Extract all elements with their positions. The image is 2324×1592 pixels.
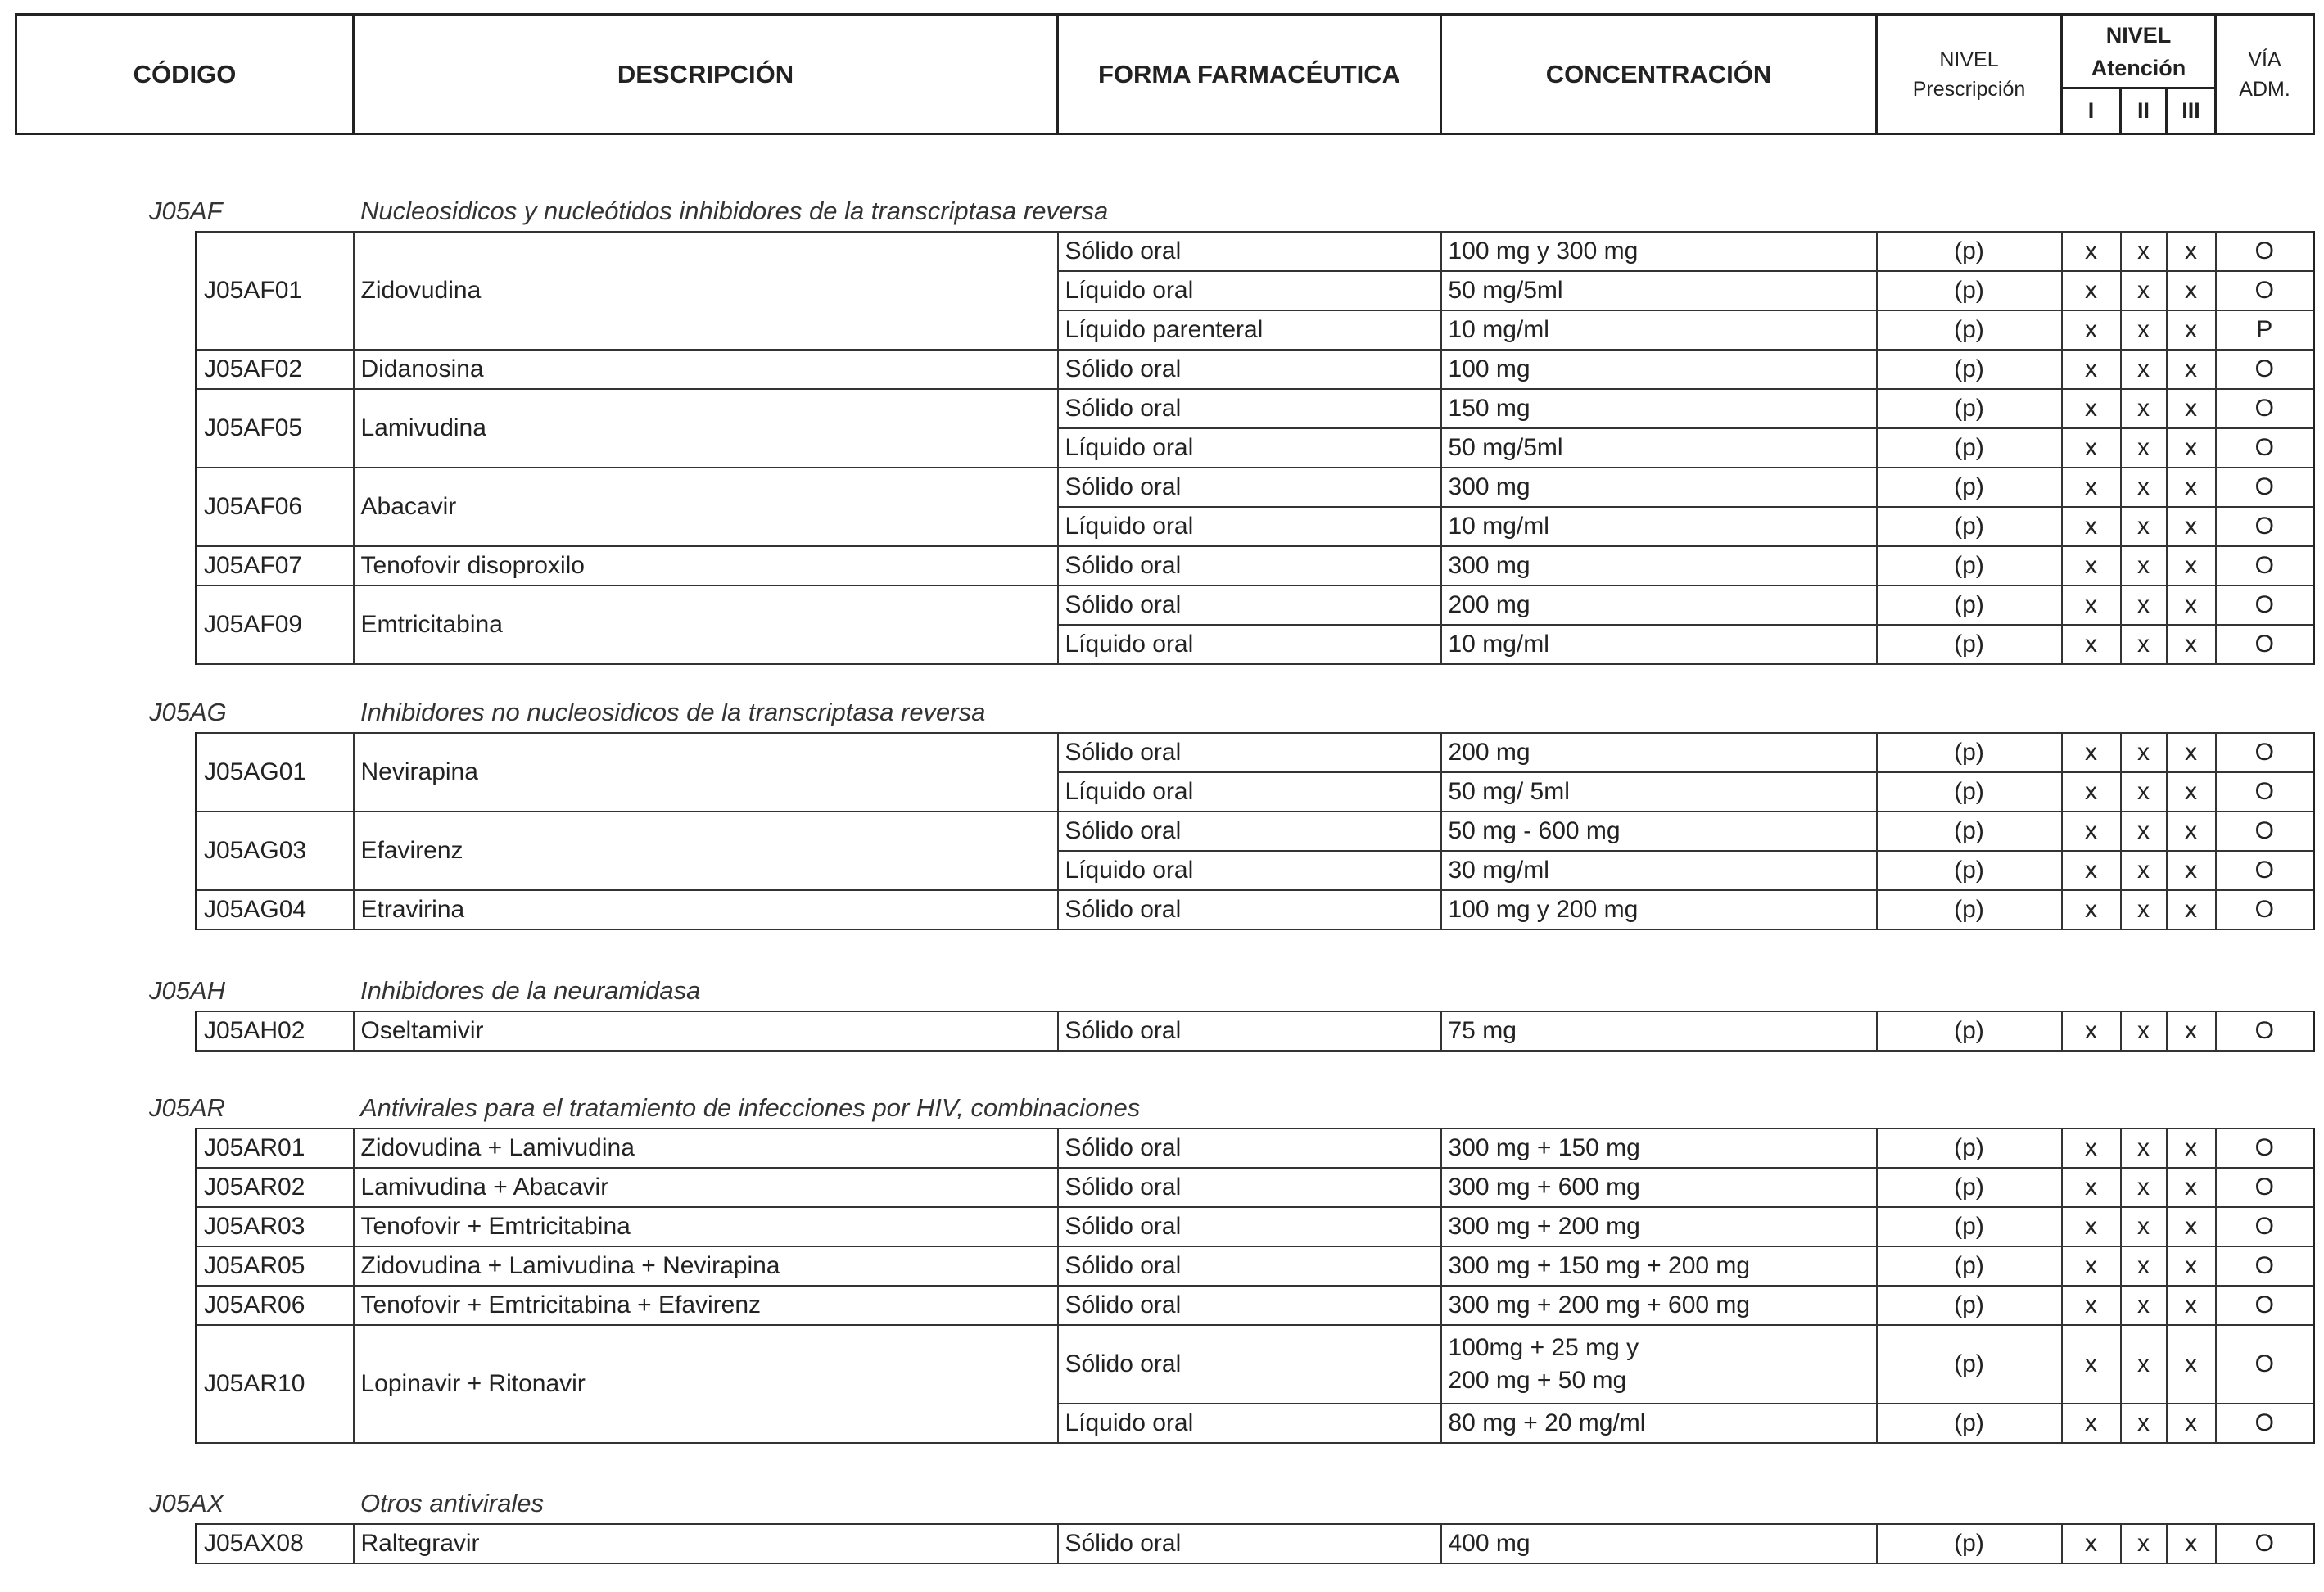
via-administracion: O: [2216, 733, 2314, 772]
table-row: [197, 733, 2314, 772]
forma-farmaceutica: Líquido oral: [1058, 428, 1441, 468]
concentracion: 100 mg y 300 mg: [1441, 232, 1877, 271]
table-row: [197, 586, 2314, 625]
header-nivel-prescripcion-line1: NIVEL: [1939, 47, 1999, 71]
drug-description: Zidovudina + Lamivudina + Nevirapina: [354, 1246, 1058, 1286]
nivel-atencion-iii: x: [2167, 546, 2216, 586]
nivel-atencion-i: x: [2062, 350, 2121, 389]
nivel-atencion-i: x: [2062, 1524, 2121, 1563]
nivel-atencion-ii: x: [2121, 1404, 2167, 1443]
nivel-atencion-iii: x: [2167, 350, 2216, 389]
nivel-atencion-iii: x: [2167, 271, 2216, 310]
nivel-atencion-iii: x: [2167, 232, 2216, 271]
drug-code: J05AG01: [197, 733, 354, 812]
nivel-atencion-iii: x: [2167, 468, 2216, 507]
drug-description: Nevirapina: [354, 733, 1058, 812]
nivel-atencion-ii: x: [2121, 546, 2167, 586]
forma-farmaceutica: Sólido oral: [1058, 733, 1441, 772]
nivel-atencion-ii: x: [2121, 1246, 2167, 1286]
nivel-prescripcion: (p): [1877, 1246, 2062, 1286]
section-table: [195, 1128, 2315, 1444]
header-nivel-prescripcion: [1877, 15, 2062, 134]
nivel-atencion-i: x: [2062, 468, 2121, 507]
forma-farmaceutica: Sólido oral: [1058, 1325, 1441, 1404]
via-administracion: O: [2216, 1325, 2314, 1404]
via-administracion: O: [2216, 772, 2314, 812]
nivel-prescripcion: (p): [1877, 232, 2062, 271]
table-row: [197, 1011, 2314, 1051]
via-administracion: O: [2216, 271, 2314, 310]
via-administracion: O: [2216, 1286, 2314, 1325]
forma-farmaceutica: Sólido oral: [1058, 1011, 1441, 1051]
table-row: [197, 1286, 2314, 1325]
nivel-atencion-ii: x: [2121, 428, 2167, 468]
forma-farmaceutica: Sólido oral: [1058, 1286, 1441, 1325]
section-name: Inhibidores de la neuramidasa: [360, 976, 701, 1005]
via-administracion: O: [2216, 890, 2314, 929]
via-administracion: O: [2216, 625, 2314, 664]
nivel-atencion-iii: x: [2167, 772, 2216, 812]
nivel-prescripcion: (p): [1877, 586, 2062, 625]
nivel-atencion-iii: x: [2167, 310, 2216, 350]
nivel-prescripcion: (p): [1877, 625, 2062, 664]
nivel-atencion-i: x: [2062, 1128, 2121, 1168]
nivel-atencion-ii: x: [2121, 625, 2167, 664]
nivel-prescripcion: (p): [1877, 851, 2062, 890]
drug-description: Lopinavir + Ritonavir: [354, 1325, 1058, 1443]
header-nivel-ii: II: [2121, 88, 2167, 134]
drug-code: J05AF02: [197, 350, 354, 389]
nivel-prescripcion: (p): [1877, 1207, 2062, 1246]
concentracion: 200 mg: [1441, 586, 1877, 625]
drug-code: J05AR01: [197, 1128, 354, 1168]
nivel-atencion-i: x: [2062, 310, 2121, 350]
via-administracion: P: [2216, 310, 2314, 350]
nivel-atencion-ii: x: [2121, 1325, 2167, 1404]
via-administracion: O: [2216, 1404, 2314, 1443]
nivel-atencion-iii: x: [2167, 1286, 2216, 1325]
nivel-prescripcion: (p): [1877, 733, 2062, 772]
table-row: [197, 1246, 2314, 1286]
via-administracion: O: [2216, 389, 2314, 428]
concentracion: 50 mg/5ml: [1441, 428, 1877, 468]
via-administracion: O: [2216, 1246, 2314, 1286]
via-administracion: O: [2216, 232, 2314, 271]
nivel-prescripcion: (p): [1877, 1325, 2062, 1404]
concentracion: 50 mg/ 5ml: [1441, 772, 1877, 812]
nivel-prescripcion: (p): [1877, 546, 2062, 586]
nivel-atencion-i: x: [2062, 586, 2121, 625]
forma-farmaceutica: Sólido oral: [1058, 1246, 1441, 1286]
drug-description: Efavirenz: [354, 812, 1058, 890]
concentracion: 400 mg: [1441, 1524, 1877, 1563]
nivel-atencion-iii: x: [2167, 1207, 2216, 1246]
nivel-prescripcion: (p): [1877, 1168, 2062, 1207]
nivel-atencion-i: x: [2062, 1286, 2121, 1325]
drug-code: J05AF09: [197, 586, 354, 664]
nivel-atencion-ii: x: [2121, 389, 2167, 428]
nivel-atencion-iii: x: [2167, 428, 2216, 468]
drug-code: J05AR02: [197, 1168, 354, 1207]
section-table: [195, 1011, 2315, 1052]
drug-code: J05AF05: [197, 389, 354, 468]
drug-description: Tenofovir + Emtricitabina + Efavirenz: [354, 1286, 1058, 1325]
nivel-atencion-ii: x: [2121, 310, 2167, 350]
nivel-atencion-iii: x: [2167, 625, 2216, 664]
section-name: Otros antivirales: [360, 1489, 544, 1517]
forma-farmaceutica: Sólido oral: [1058, 890, 1441, 929]
nivel-atencion-i: x: [2062, 428, 2121, 468]
nivel-atencion-ii: x: [2121, 772, 2167, 812]
table-row: [197, 1207, 2314, 1246]
nivel-atencion-i: x: [2062, 890, 2121, 929]
drug-description: Tenofovir disoproxilo: [354, 546, 1058, 586]
forma-farmaceutica: Sólido oral: [1058, 1128, 1441, 1168]
drug-description: Tenofovir + Emtricitabina: [354, 1207, 1058, 1246]
drug-code: J05AF01: [197, 232, 354, 350]
concentracion: 100mg + 25 mg y 200 mg + 50 mg: [1441, 1325, 1877, 1404]
nivel-atencion-ii: x: [2121, 350, 2167, 389]
nivel-prescripcion: (p): [1877, 772, 2062, 812]
forma-farmaceutica: Líquido oral: [1058, 271, 1441, 310]
drug-code: J05AG03: [197, 812, 354, 890]
concentracion: 50 mg/5ml: [1441, 271, 1877, 310]
concentracion: 300 mg + 200 mg + 600 mg: [1441, 1286, 1877, 1325]
table-row: [197, 1524, 2314, 1563]
drug-code: J05AR06: [197, 1286, 354, 1325]
forma-farmaceutica: Sólido oral: [1058, 468, 1441, 507]
header-nivel-prescripcion-line2: Prescripción: [1912, 77, 2026, 101]
nivel-prescripcion: (p): [1877, 389, 2062, 428]
concentracion: 80 mg + 20 mg/ml: [1441, 1404, 1877, 1443]
nivel-atencion-ii: x: [2121, 851, 2167, 890]
drug-description: Raltegravir: [354, 1524, 1058, 1563]
drug-code: J05AG04: [197, 890, 354, 929]
nivel-atencion-ii: x: [2121, 1207, 2167, 1246]
via-administracion: O: [2216, 1168, 2314, 1207]
forma-farmaceutica: Sólido oral: [1058, 586, 1441, 625]
forma-farmaceutica: Sólido oral: [1058, 1524, 1441, 1563]
table-row: [197, 468, 2314, 507]
header-via-line1: VÍA: [2248, 47, 2281, 71]
nivel-atencion-i: x: [2062, 1404, 2121, 1443]
concentracion: 100 mg: [1441, 350, 1877, 389]
nivel-atencion-ii: x: [2121, 1128, 2167, 1168]
nivel-atencion-i: x: [2062, 733, 2121, 772]
drug-description: Emtricitabina: [354, 586, 1058, 664]
nivel-atencion-i: x: [2062, 812, 2121, 851]
drug-description: Abacavir: [354, 468, 1058, 546]
nivel-atencion-i: x: [2062, 1168, 2121, 1207]
forma-farmaceutica: Líquido oral: [1058, 1404, 1441, 1443]
nivel-atencion-iii: x: [2167, 733, 2216, 772]
nivel-atencion-ii: x: [2121, 232, 2167, 271]
nivel-atencion-iii: x: [2167, 389, 2216, 428]
table-row: [197, 890, 2314, 929]
nivel-atencion-iii: x: [2167, 1168, 2216, 1207]
nivel-atencion-i: x: [2062, 546, 2121, 586]
nivel-prescripcion: (p): [1877, 812, 2062, 851]
nivel-atencion-iii: x: [2167, 586, 2216, 625]
nivel-atencion-ii: x: [2121, 1011, 2167, 1051]
concentracion: 300 mg + 200 mg: [1441, 1207, 1877, 1246]
table-row: [197, 389, 2314, 428]
forma-farmaceutica: Líquido oral: [1058, 772, 1441, 812]
header-descripcion: DESCRIPCIÓN: [354, 15, 1058, 134]
nivel-atencion-iii: x: [2167, 1325, 2216, 1404]
drug-code: J05AR03: [197, 1207, 354, 1246]
drug-description: Lamivudina: [354, 389, 1058, 468]
drug-description: Zidovudina: [354, 232, 1058, 350]
nivel-atencion-iii: x: [2167, 1011, 2216, 1051]
via-administracion: O: [2216, 812, 2314, 851]
drug-code: J05AR05: [197, 1246, 354, 1286]
forma-farmaceutica: Líquido oral: [1058, 851, 1441, 890]
drug-code: J05AH02: [197, 1011, 354, 1051]
nivel-prescripcion: (p): [1877, 1011, 2062, 1051]
header-nivel-atencion: [2062, 15, 2216, 88]
drug-description: Zidovudina + Lamivudina: [354, 1128, 1058, 1168]
nivel-atencion-ii: x: [2121, 586, 2167, 625]
nivel-atencion-i: x: [2062, 625, 2121, 664]
nivel-prescripcion: (p): [1877, 428, 2062, 468]
nivel-prescripcion: (p): [1877, 890, 2062, 929]
concentracion: 150 mg: [1441, 389, 1877, 428]
header-nivel-iii: III: [2167, 88, 2216, 134]
drug-code: J05AX08: [197, 1524, 354, 1563]
section-name: Nucleosidicos y nucleótidos inhibidores de la transcriptasa reversa: [360, 197, 1109, 225]
forma-farmaceutica: Líquido oral: [1058, 625, 1441, 664]
forma-farmaceutica: Sólido oral: [1058, 232, 1441, 271]
via-administracion: O: [2216, 851, 2314, 890]
nivel-prescripcion: (p): [1877, 310, 2062, 350]
section-code: J05AG: [149, 698, 227, 726]
concentracion: 300 mg + 150 mg + 200 mg: [1441, 1246, 1877, 1286]
nivel-atencion-ii: x: [2121, 468, 2167, 507]
drug-code: J05AF06: [197, 468, 354, 546]
concentracion: 50 mg - 600 mg: [1441, 812, 1877, 851]
drug-code: J05AR10: [197, 1325, 354, 1443]
nivel-prescripcion: (p): [1877, 271, 2062, 310]
table-row: [197, 546, 2314, 586]
nivel-atencion-i: x: [2062, 1011, 2121, 1051]
section-code: J05AF: [149, 197, 223, 225]
nivel-atencion-i: x: [2062, 1246, 2121, 1286]
concentracion: 10 mg/ml: [1441, 507, 1877, 546]
via-administracion: O: [2216, 468, 2314, 507]
via-administracion: O: [2216, 350, 2314, 389]
table-row: [197, 1128, 2314, 1168]
section-code: J05AR: [149, 1093, 226, 1122]
via-administracion: O: [2216, 1524, 2314, 1563]
nivel-atencion-iii: x: [2167, 812, 2216, 851]
concentracion: 75 mg: [1441, 1011, 1877, 1051]
header-nivel-i: I: [2062, 88, 2121, 134]
forma-farmaceutica: Sólido oral: [1058, 812, 1441, 851]
concentracion: 30 mg/ml: [1441, 851, 1877, 890]
table-row: [197, 812, 2314, 851]
nivel-atencion-i: x: [2062, 1207, 2121, 1246]
table-row: [197, 1325, 2314, 1404]
nivel-atencion-ii: x: [2121, 812, 2167, 851]
section-table: [195, 231, 2315, 665]
nivel-prescripcion: (p): [1877, 1128, 2062, 1168]
nivel-atencion-iii: x: [2167, 1524, 2216, 1563]
concentracion: 300 mg: [1441, 468, 1877, 507]
section-table: [195, 1523, 2315, 1564]
nivel-atencion-ii: x: [2121, 1524, 2167, 1563]
header-nivel-atencion-line2: Atención: [2091, 55, 2186, 80]
via-administracion: O: [2216, 546, 2314, 586]
table-row: [197, 1168, 2314, 1207]
section-table: [195, 732, 2315, 930]
nivel-atencion-i: x: [2062, 232, 2121, 271]
nivel-atencion-ii: x: [2121, 890, 2167, 929]
concentracion: 300 mg + 600 mg: [1441, 1168, 1877, 1207]
nivel-atencion-ii: x: [2121, 1168, 2167, 1207]
via-administracion: O: [2216, 428, 2314, 468]
forma-farmaceutica: Líquido oral: [1058, 507, 1441, 546]
nivel-atencion-ii: x: [2121, 1286, 2167, 1325]
nivel-prescripcion: (p): [1877, 1286, 2062, 1325]
nivel-atencion-iii: x: [2167, 1246, 2216, 1286]
concentracion: 300 mg: [1441, 546, 1877, 586]
nivel-atencion-iii: x: [2167, 890, 2216, 929]
concentracion: 10 mg/ml: [1441, 310, 1877, 350]
drug-description: Didanosina: [354, 350, 1058, 389]
nivel-prescripcion: (p): [1877, 350, 2062, 389]
forma-farmaceutica: Sólido oral: [1058, 389, 1441, 428]
nivel-atencion-iii: x: [2167, 507, 2216, 546]
header-table: [15, 13, 2315, 135]
header-via-line2: ADM.: [2239, 77, 2290, 101]
concentracion: 10 mg/ml: [1441, 625, 1877, 664]
nivel-atencion-ii: x: [2121, 507, 2167, 546]
nivel-atencion-i: x: [2062, 271, 2121, 310]
nivel-atencion-i: x: [2062, 389, 2121, 428]
forma-farmaceutica: Sólido oral: [1058, 1207, 1441, 1246]
nivel-prescripcion: (p): [1877, 1404, 2062, 1443]
forma-farmaceutica: Sólido oral: [1058, 350, 1441, 389]
section-code: J05AX: [149, 1489, 224, 1517]
concentracion: 100 mg y 200 mg: [1441, 890, 1877, 929]
drug-description: Oseltamivir: [354, 1011, 1058, 1051]
header-forma: FORMA FARMACÉUTICA: [1058, 15, 1441, 134]
section-code: J05AH: [149, 976, 226, 1005]
forma-farmaceutica: Líquido parenteral: [1058, 310, 1441, 350]
via-administracion: O: [2216, 1207, 2314, 1246]
section-name: Inhibidores no nucleosidicos de la transcriptasa reversa: [360, 698, 986, 726]
nivel-atencion-iii: x: [2167, 1404, 2216, 1443]
nivel-atencion-i: x: [2062, 507, 2121, 546]
nivel-atencion-ii: x: [2121, 271, 2167, 310]
nivel-atencion-iii: x: [2167, 851, 2216, 890]
header-concentracion: CONCENTRACIÓN: [1441, 15, 1877, 134]
table-row: [197, 232, 2314, 271]
concentracion: 200 mg: [1441, 733, 1877, 772]
via-administracion: O: [2216, 1011, 2314, 1051]
forma-farmaceutica: Sólido oral: [1058, 546, 1441, 586]
nivel-atencion-i: x: [2062, 1325, 2121, 1404]
nivel-atencion-ii: x: [2121, 733, 2167, 772]
header-codigo: CÓDIGO: [16, 15, 354, 134]
concentracion: 300 mg + 150 mg: [1441, 1128, 1877, 1168]
via-administracion: O: [2216, 507, 2314, 546]
section-name: Antivirales para el tratamiento de infecciones por HIV, combinaciones: [360, 1093, 1141, 1122]
header-nivel-atencion-line1: NIVEL: [2105, 22, 2172, 47]
header-via: [2216, 15, 2314, 134]
forma-farmaceutica: Sólido oral: [1058, 1168, 1441, 1207]
table-row: [197, 350, 2314, 389]
nivel-atencion-i: x: [2062, 772, 2121, 812]
via-administracion: O: [2216, 1128, 2314, 1168]
nivel-atencion-i: x: [2062, 851, 2121, 890]
nivel-atencion-iii: x: [2167, 1128, 2216, 1168]
nivel-prescripcion: (p): [1877, 468, 2062, 507]
drug-description: Etravirina: [354, 890, 1058, 929]
nivel-prescripcion: (p): [1877, 1524, 2062, 1563]
drug-code: J05AF07: [197, 546, 354, 586]
drug-description: Lamivudina + Abacavir: [354, 1168, 1058, 1207]
via-administracion: O: [2216, 586, 2314, 625]
nivel-prescripcion: (p): [1877, 507, 2062, 546]
